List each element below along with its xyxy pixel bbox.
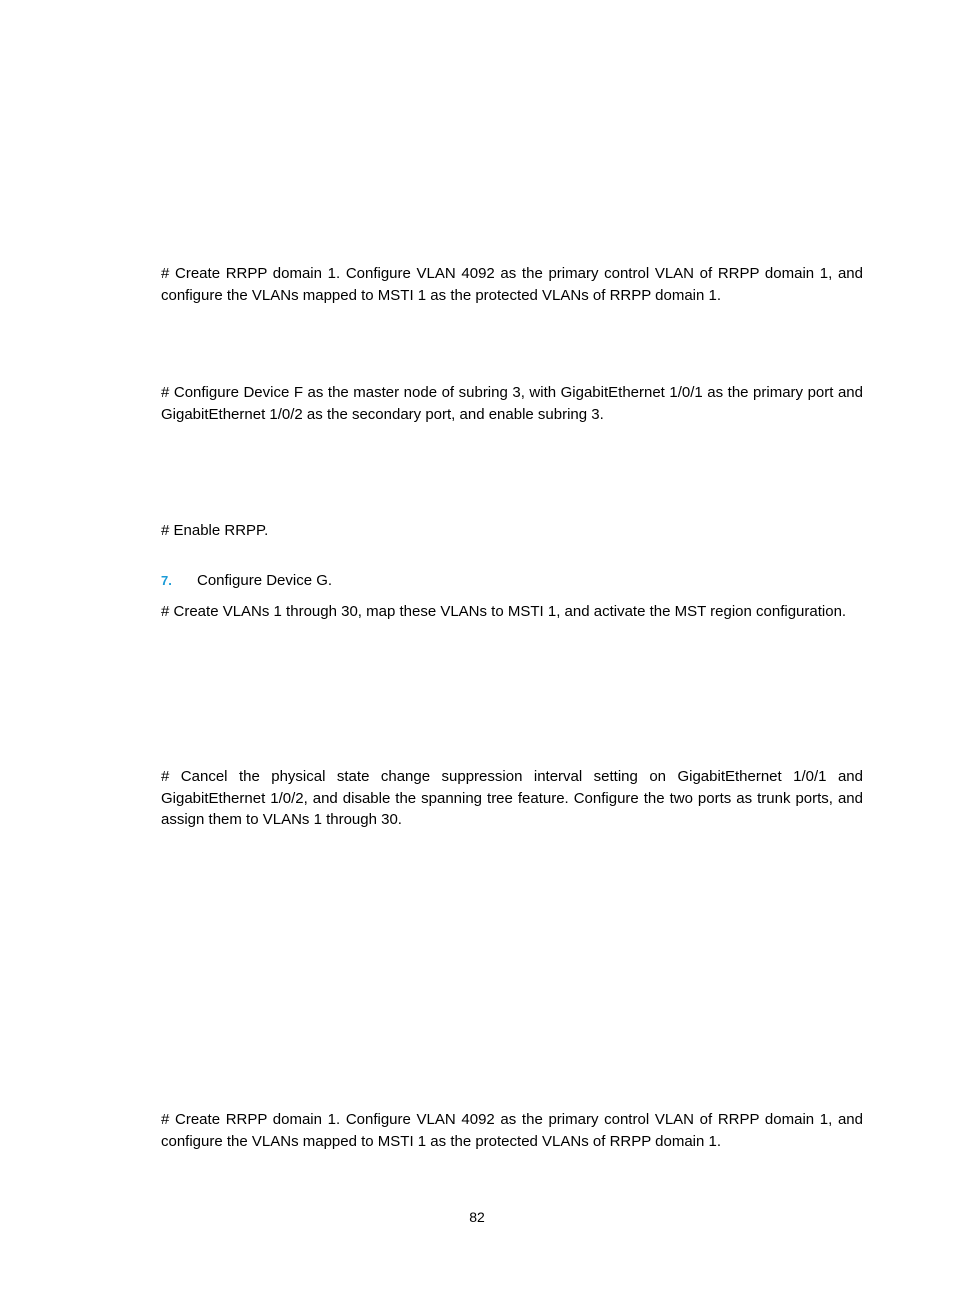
step-configure-device-g <box>161 570 863 592</box>
paragraph-create-rrpp-domain: # Create RRPP domain 1. Configure VLAN 4092 as the primary control VLAN of RRPP domain 1, and configure the VLANs mapped to MSTI 1 as the protected VLANs of RRPP domain 1. <box>161 265 863 304</box>
paragraph-create-vlans: # Create VLANs 1 through 30, map these VLANs to MSTI 1, and activate the MST region configuration. <box>161 603 847 620</box>
page-number: 82 <box>469 1209 485 1225</box>
step-number: 7. <box>161 573 172 588</box>
paragraph-enable-rrpp: # Enable RRPP. <box>161 522 269 539</box>
paragraph-create-rrpp-domain-2: # Create RRPP domain 1. Configure VLAN 4092 as the primary control VLAN of RRPP domain 1, and configure the VLANs mapped to MSTI 1 as the protected VLANs of RRPP domain 1. <box>161 1111 863 1150</box>
step-text: Configure Device G. <box>197 572 333 589</box>
paragraph-configure-master-node: # Configure Device F as the master node of subring 3, with GigabitEthernet 1/0/1 as the primary port and GigabitEthernet 1/0/2 as the secondary port, and enable subring 3. <box>161 384 863 423</box>
paragraph-cancel-suppression: # Cancel the physical state change suppression interval setting on GigabitEthernet 1/0/1 and GigabitEthernet 1/0/2, and disable the spanning tree feature. Configure the two ports as trunk ports, and assign them to VLANs 1 through 30. <box>161 768 863 828</box>
